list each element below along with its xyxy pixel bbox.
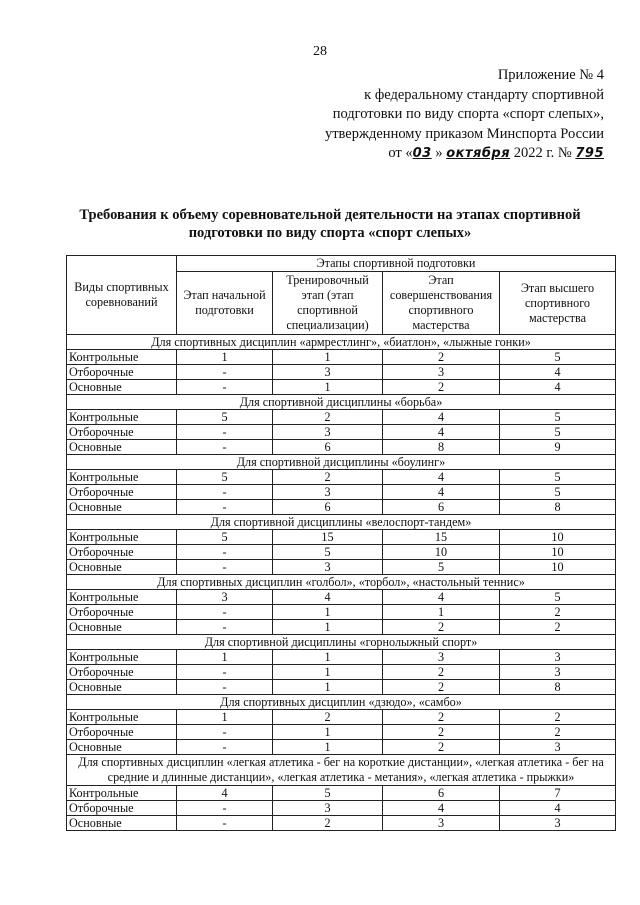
value-cell: 5 [273,786,383,801]
value-cell: 5 [500,470,616,485]
value-cell: 5 [500,425,616,440]
section-title: Для спортивных дисциплин «армрестлинг», «биатлон», «лыжные гонки» [67,335,616,350]
value-cell: 3 [383,816,500,831]
competition-table [66,255,616,831]
value-cell: - [177,665,273,680]
value-cell: - [177,485,273,500]
value-cell: 6 [383,500,500,515]
competition-type-cell: Основные [67,680,177,695]
value-cell: 2 [383,620,500,635]
table-row [67,470,616,485]
value-cell: 1 [177,650,273,665]
value-cell: 5 [500,590,616,605]
value-cell: 4 [500,380,616,395]
appendix-line-3: подготовки по виду спорта «спорт слепых», [332,106,604,122]
value-cell: 5 [273,545,383,560]
table-row [67,680,616,695]
value-cell: 4 [500,801,616,816]
value-cell: 2 [383,380,500,395]
value-cell: 3 [273,425,383,440]
appendix-line-2: к федеральному стандарту спортивной [364,86,604,103]
section-title: Для спортивных дисциплин «дзюдо», «самбо» [67,695,616,710]
value-cell: 4 [383,425,500,440]
value-cell: 1 [273,650,383,665]
competition-type-cell: Основные [67,620,177,635]
value-cell: 4 [273,590,383,605]
value-cell: 3 [273,485,383,500]
value-cell: - [177,365,273,380]
value-cell: 1 [177,350,273,365]
header-stages: Этапы спортивной подготовки [177,256,616,272]
section-title: Для спортивной дисциплины «велоспорт-тандем» [67,515,616,530]
value-cell: 6 [273,500,383,515]
value-cell: 3 [383,650,500,665]
value-cell: 1 [273,725,383,740]
value-cell: 5 [177,410,273,425]
header-stage-training: Тренировочный этап (этап спортивной специализации) [273,272,383,335]
appendix-block [304,66,604,164]
date-month: октября [446,146,511,161]
value-cell: 4 [383,410,500,425]
value-cell: 2 [383,680,500,695]
value-cell: 3 [273,560,383,575]
value-cell: 1 [273,350,383,365]
table-row [67,425,616,440]
value-cell: 2 [273,470,383,485]
value-cell: 9 [500,440,616,455]
header-stage-initial: Этап начальной подготовки [177,272,273,335]
header-stage-highest: Этап высшего спортивного мастерства [500,272,616,335]
value-cell: 2 [383,350,500,365]
value-cell: 1 [273,680,383,695]
value-cell: 1 [273,740,383,755]
table-row [67,786,616,801]
value-cell: 5 [500,350,616,365]
value-cell: 2 [500,620,616,635]
value-cell: 2 [273,816,383,831]
table-row [67,620,616,635]
date-year: 2022 г. № [513,145,572,161]
date-prefix: от « [388,145,413,161]
value-cell: 15 [273,530,383,545]
value-cell: 8 [500,500,616,515]
value-cell: - [177,725,273,740]
competition-type-cell: Основные [67,560,177,575]
value-cell: 5 [177,470,273,485]
value-cell: 3 [500,650,616,665]
value-cell: 2 [383,665,500,680]
table-row [67,710,616,725]
value-cell: 4 [500,365,616,380]
value-cell: 1 [273,380,383,395]
table-row [67,440,616,455]
value-cell: - [177,425,273,440]
value-cell: 4 [383,590,500,605]
value-cell: 2 [273,410,383,425]
document-title [60,206,600,242]
competition-type-cell: Отборочные [67,801,177,816]
value-cell: - [177,816,273,831]
date-day: 03 [412,146,432,161]
table-row [67,560,616,575]
competition-type-cell: Отборочные [67,425,177,440]
competition-type-cell: Основные [67,380,177,395]
value-cell: 1 [383,605,500,620]
value-cell: 1 [273,665,383,680]
section-row [67,755,616,786]
value-cell: 4 [383,801,500,816]
competition-type-cell: Основные [67,740,177,755]
table-row [67,725,616,740]
section-row [67,635,616,650]
table-row [67,485,616,500]
value-cell: 2 [500,710,616,725]
section-row [67,395,616,410]
header-competition-types: Виды спортивных соревнований [67,256,177,335]
value-cell: 10 [500,545,616,560]
header-stage-improvement: Этап совершенствования спортивного мастерства [383,272,500,335]
section-title: Для спортивной дисциплины «борьба» [67,395,616,410]
appendix-line-4: утвержденному приказом Минспорта России [324,125,604,142]
value-cell: - [177,801,273,816]
table-row [67,740,616,755]
value-cell: 4 [383,470,500,485]
value-cell: - [177,380,273,395]
section-title: Для спортивных дисциплин «легкая атлетика - бег на короткие дистанции», «легкая атлетика - бег на средние и длинные дистанции», «легкая атлетика - метания», «легкая атлетика - прыжки» [67,755,616,786]
value-cell: - [177,560,273,575]
order-number: 795 [575,146,604,161]
title-line-1: Требования к объему соревновательной деятельности на этапах спортивной [79,207,581,223]
section-title: Для спортивной дисциплины «горнолыжный спорт» [67,635,616,650]
table-row [67,665,616,680]
competition-type-cell: Основные [67,440,177,455]
value-cell: 2 [500,725,616,740]
section-row [67,455,616,470]
section-row [67,575,616,590]
value-cell: 7 [500,786,616,801]
value-cell: - [177,440,273,455]
competition-type-cell: Контрольные [67,410,177,425]
value-cell: 2 [500,605,616,620]
value-cell: 4 [383,485,500,500]
value-cell: 8 [500,680,616,695]
section-title: Для спортивной дисциплины «боулинг» [67,455,616,470]
value-cell: 10 [383,545,500,560]
value-cell: 3 [177,590,273,605]
competition-type-cell: Отборочные [67,725,177,740]
table-row [67,350,616,365]
table-row [67,500,616,515]
value-cell: 3 [383,365,500,380]
value-cell: 3 [500,816,616,831]
competition-type-cell: Отборочные [67,545,177,560]
competition-type-cell: Контрольные [67,786,177,801]
section-row [67,695,616,710]
page-number: 28 [313,44,327,59]
appendix-date-line [304,144,604,164]
value-cell: 3 [273,365,383,380]
table-row [67,365,616,380]
competition-type-cell: Отборочные [67,665,177,680]
value-cell: - [177,605,273,620]
competition-type-cell: Контрольные [67,470,177,485]
table-row [67,380,616,395]
value-cell: 6 [383,786,500,801]
competition-type-cell: Отборочные [67,485,177,500]
title-line-2: подготовки по виду спорта «спорт слепых» [188,225,472,241]
value-cell: 1 [273,605,383,620]
value-cell: 1 [177,710,273,725]
value-cell: 15 [383,530,500,545]
competition-type-cell: Отборочные [67,605,177,620]
competition-type-cell: Контрольные [67,710,177,725]
value-cell: 10 [500,560,616,575]
value-cell: 3 [500,665,616,680]
competition-type-cell: Контрольные [67,530,177,545]
value-cell: 8 [383,440,500,455]
competition-type-cell: Контрольные [67,350,177,365]
value-cell: 2 [383,740,500,755]
section-row [67,515,616,530]
value-cell: 6 [273,440,383,455]
table-row [67,801,616,816]
table-row [67,605,616,620]
value-cell: 5 [383,560,500,575]
competition-type-cell: Контрольные [67,590,177,605]
table-row [67,410,616,425]
table-row [67,590,616,605]
value-cell: 3 [273,801,383,816]
value-cell: - [177,680,273,695]
table-header-row-1 [67,256,616,272]
value-cell: - [177,545,273,560]
section-row [67,335,616,350]
date-mid: » [435,145,443,161]
competition-type-cell: Контрольные [67,650,177,665]
value-cell: 2 [383,725,500,740]
competition-type-cell: Основные [67,816,177,831]
table-row [67,530,616,545]
value-cell: 2 [383,710,500,725]
table-row [67,816,616,831]
value-cell: - [177,500,273,515]
value-cell: - [177,620,273,635]
table-row [67,545,616,560]
value-cell: 4 [177,786,273,801]
competition-type-cell: Основные [67,500,177,515]
competition-type-cell: Отборочные [67,365,177,380]
value-cell: 5 [500,485,616,500]
value-cell: 2 [273,710,383,725]
value-cell: 5 [177,530,273,545]
appendix-line-1: Приложение № 4 [497,67,604,83]
value-cell: 3 [500,740,616,755]
value-cell: 5 [500,410,616,425]
value-cell: 10 [500,530,616,545]
value-cell: - [177,740,273,755]
value-cell: 1 [273,620,383,635]
section-title: Для спортивных дисциплин «голбол», «торбол», «настольный теннис» [67,575,616,590]
table-row [67,650,616,665]
